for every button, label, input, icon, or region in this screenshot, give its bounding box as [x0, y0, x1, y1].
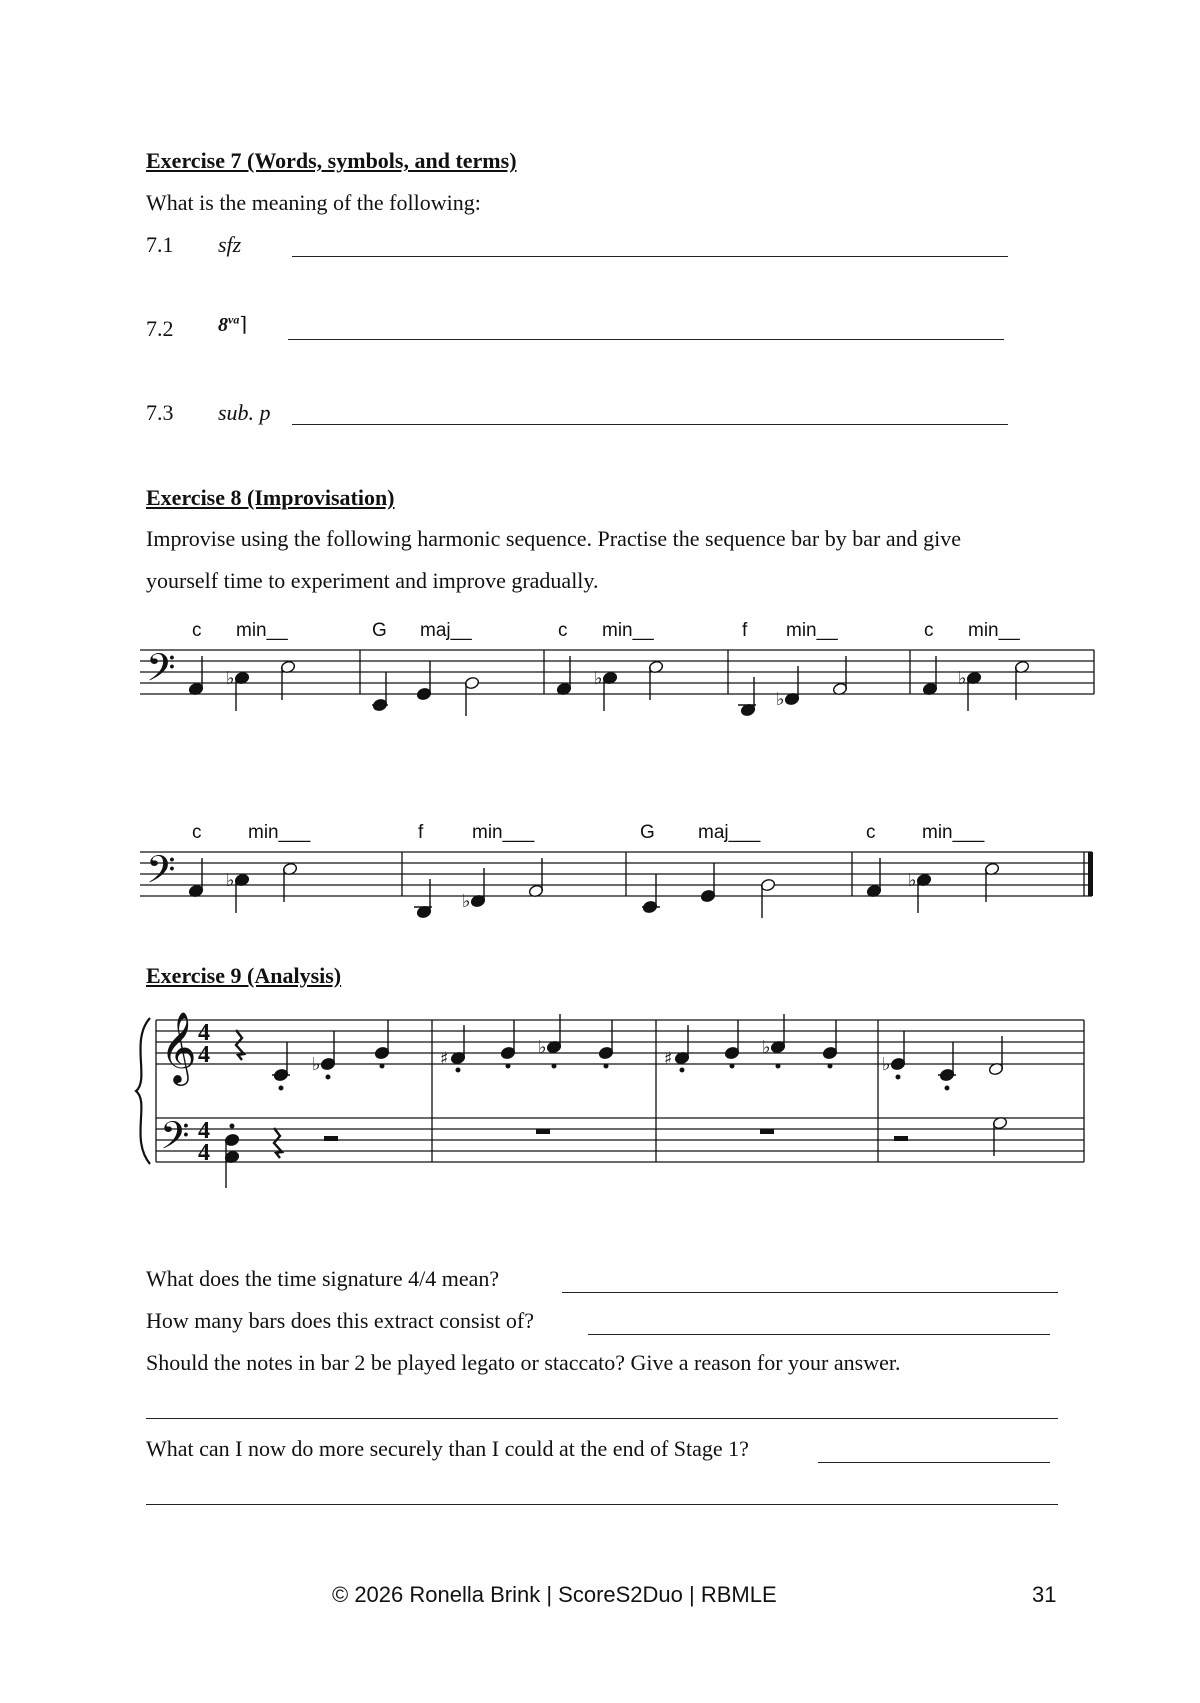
chord-root: c: [924, 620, 934, 641]
bass-staff-row-2: [140, 852, 1092, 896]
svg-text:♭: ♭: [226, 870, 235, 891]
item-7-3-number: 7.3: [146, 400, 174, 425]
item-7-1-number: 7.1: [146, 232, 174, 257]
svg-text:♭: ♭: [538, 1037, 547, 1058]
answer-line-time-signature[interactable]: [562, 1292, 1058, 1293]
chord-quality: min__: [236, 620, 288, 641]
svg-text:♭: ♭: [462, 891, 471, 912]
footer-copyright: © 2026 Ronella Brink | ScoreS2Duo | RBMLE: [332, 1582, 777, 1607]
svg-text:♭: ♭: [882, 1054, 891, 1075]
chord-root: G: [640, 822, 655, 843]
time-sig-top: 4: [198, 1118, 210, 1144]
item-7-3-term: sub. p: [218, 400, 271, 425]
ex9-bass-notes: [224, 1116, 1008, 1188]
svg-text:♭: ♭: [958, 668, 967, 689]
bass-staff-row-1: [140, 650, 1094, 694]
chord-quality: min___: [248, 822, 311, 843]
svg-text:♭: ♭: [776, 689, 785, 710]
time-sig-bottom: 4: [198, 1140, 210, 1166]
answer-line-reflection-2[interactable]: [146, 1504, 1058, 1505]
bass-clef-icon: 𝄢: [146, 847, 176, 901]
grand-staff: [136, 1018, 1084, 1164]
answer-line-reflection[interactable]: [818, 1462, 1050, 1463]
exercise-8-instructions-2: yourself time to experiment and improve gradually.: [146, 568, 599, 593]
chord-root: c: [192, 620, 202, 641]
svg-text:♭: ♭: [312, 1054, 321, 1075]
exercise-9-heading: Exercise 9 (Analysis): [146, 963, 342, 988]
chord-root: f: [742, 620, 748, 641]
answer-line-bar-count[interactable]: [588, 1334, 1050, 1335]
time-sig-bottom: 4: [198, 1042, 210, 1068]
chord-root: f: [418, 822, 424, 843]
item-7-2-term: $8^{va}⌉$: [218, 312, 248, 336]
bass-clef-icon: 𝄢: [146, 645, 176, 699]
exercise-7-prompt: What is the meaning of the following:: [146, 190, 481, 215]
item-7-2-number: 7.2: [146, 316, 174, 341]
exercise-8-heading: Exercise 8 (Improvisation): [146, 485, 395, 510]
svg-text:♭: ♭: [762, 1037, 771, 1058]
chord-quality: maj__: [420, 620, 472, 641]
chord-root: c: [192, 822, 202, 843]
bass-clef-icon: 𝄢: [160, 1113, 190, 1167]
question-time-signature: What does the time signature 4/4 mean?: [146, 1266, 500, 1291]
chord-quality: min__: [602, 620, 654, 641]
ex9-treble-notes: [236, 1014, 1004, 1090]
svg-text:♭: ♭: [908, 870, 917, 891]
chord-quality: min___: [922, 822, 985, 843]
question-reflection: What can I now do more securely than I could at the end of Stage 1?: [146, 1436, 749, 1461]
chord-quality: min___: [472, 822, 535, 843]
svg-text:♭: ♭: [594, 668, 603, 689]
svg-text:♭: ♭: [226, 668, 235, 689]
item-7-1-term: sfz: [218, 232, 242, 257]
chord-quality: maj___: [698, 822, 761, 843]
chord-quality: min__: [786, 620, 838, 641]
svg-text:♯: ♯: [440, 1049, 449, 1069]
exercise-7-heading: Exercise 7 (Words, symbols, and terms): [146, 148, 517, 173]
exercise-8-instructions-1: Improvise using the following harmonic sequence. Practise the sequence bar by bar and give: [146, 526, 961, 551]
chord-root: G: [372, 620, 387, 641]
row-1-notes: [188, 656, 1030, 717]
page-number: 31: [1032, 1582, 1057, 1607]
question-legato-staccato: Should the notes in bar 2 be played legato or staccato? Give a reason for your answer.: [146, 1350, 901, 1375]
answer-line-legato-staccato[interactable]: [146, 1418, 1058, 1419]
row-2-notes: [188, 858, 1000, 919]
time-sig-top: 4: [198, 1020, 210, 1046]
svg-text:♯: ♯: [664, 1049, 673, 1069]
chord-root: c: [558, 620, 568, 641]
chord-quality: min__: [968, 620, 1020, 641]
question-bar-count: How many bars does this extract consist of?: [146, 1308, 534, 1333]
chord-root: c: [866, 822, 876, 843]
treble-clef-icon: 𝄞: [160, 1010, 197, 1083]
